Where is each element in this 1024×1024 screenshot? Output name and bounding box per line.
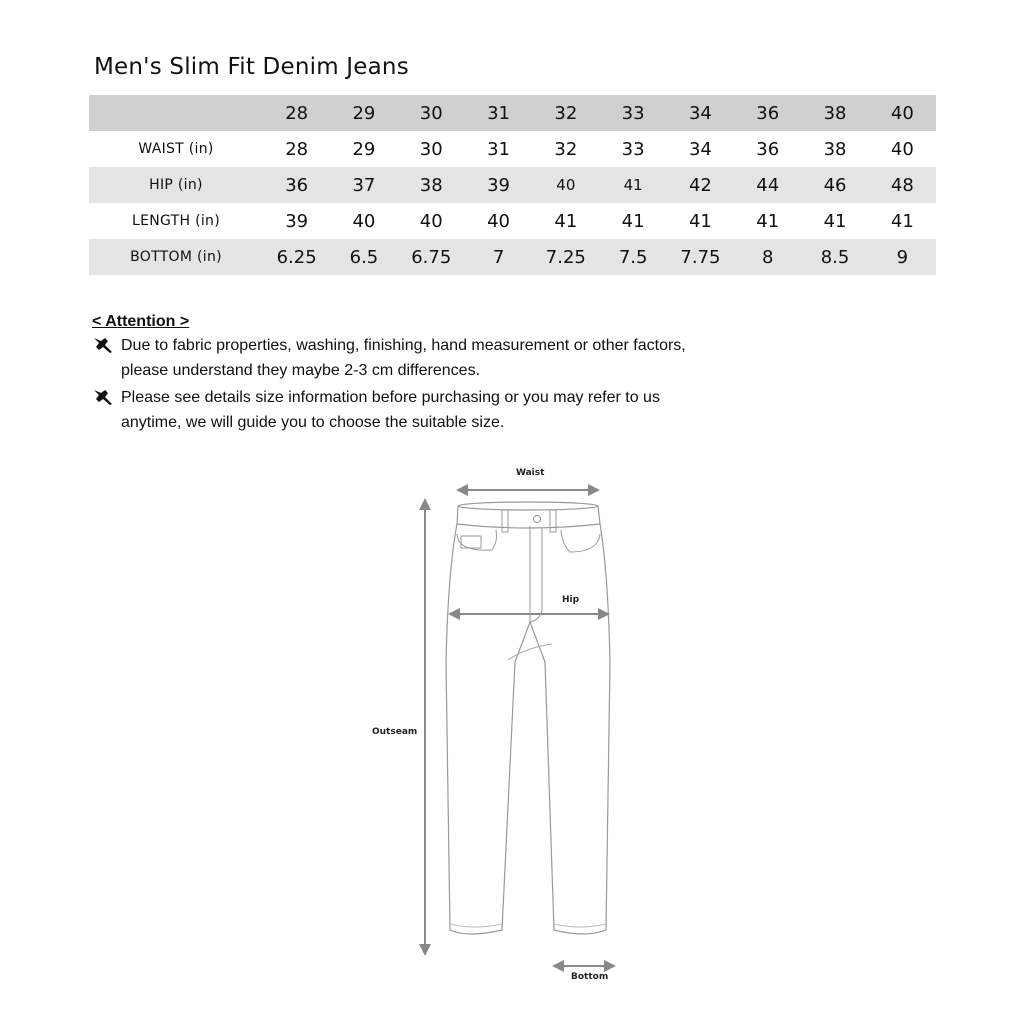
size-header-cell: 32 bbox=[554, 102, 578, 124]
table-cell: 7.25 bbox=[545, 246, 586, 268]
outseam-label: Outseam bbox=[372, 727, 418, 737]
bottom-label: Bottom bbox=[571, 972, 609, 982]
pushpin-icon bbox=[92, 336, 114, 354]
table-cell: 37 bbox=[352, 174, 376, 196]
note-line: please understand they maybe 2-3 cm differences. bbox=[121, 362, 481, 379]
size-header-cell: 36 bbox=[756, 102, 780, 124]
page-title: Men's Slim Fit Denim Jeans bbox=[94, 54, 409, 80]
table-cell: 31 bbox=[487, 138, 510, 160]
table-cell: 40 bbox=[556, 176, 576, 194]
table-cell: 38 bbox=[823, 138, 847, 160]
attention-note bbox=[92, 385, 686, 435]
table-cell: 44 bbox=[756, 174, 780, 196]
table-cell: 7.75 bbox=[680, 246, 721, 268]
table-cell: 40 bbox=[419, 210, 443, 232]
table-cell: 7.5 bbox=[618, 246, 648, 268]
size-header-cell: 30 bbox=[419, 102, 443, 124]
table-cell: 46 bbox=[823, 174, 847, 196]
table-cell: 8.5 bbox=[820, 246, 850, 268]
size-header-cell: 34 bbox=[688, 102, 712, 124]
table-cell: 30 bbox=[419, 138, 443, 160]
row-label: BOTTOM (in) bbox=[130, 249, 222, 265]
attention-heading: < Attention > bbox=[92, 313, 190, 330]
pushpin-icon bbox=[92, 388, 114, 406]
note-line: Due to fabric properties, washing, finishing, hand measurement or other factors, bbox=[121, 337, 686, 354]
table-cell: 39 bbox=[487, 174, 510, 196]
table-cell: 48 bbox=[890, 174, 914, 196]
size-header-cell: 29 bbox=[352, 102, 376, 124]
table-cell: 32 bbox=[554, 138, 578, 160]
table-row-length bbox=[89, 203, 936, 239]
table-cell: 7 bbox=[492, 246, 505, 268]
table-cell: 8 bbox=[762, 246, 774, 268]
table-cell: 41 bbox=[623, 176, 643, 194]
size-header-cell: 33 bbox=[621, 102, 645, 124]
table-cell: 40 bbox=[487, 210, 510, 232]
size-chart-table bbox=[89, 95, 936, 275]
table-cell: 28 bbox=[285, 138, 309, 160]
table-cell: 36 bbox=[756, 138, 780, 160]
table-cell: 42 bbox=[688, 174, 712, 196]
table-cell: 6.75 bbox=[411, 246, 452, 268]
table-cell: 39 bbox=[285, 210, 309, 232]
table-cell: 41 bbox=[554, 210, 578, 232]
table-cell: 40 bbox=[352, 210, 376, 232]
size-header-cell: 40 bbox=[890, 102, 914, 124]
table-row-waist bbox=[89, 131, 936, 167]
size-header-cell: 31 bbox=[487, 102, 510, 124]
table-cell: 33 bbox=[621, 138, 645, 160]
table-cell: 6.5 bbox=[349, 246, 379, 268]
table-cell: 40 bbox=[890, 138, 914, 160]
table-cell: 29 bbox=[352, 138, 376, 160]
table-row-hip bbox=[89, 167, 936, 203]
row-label: LENGTH (in) bbox=[132, 213, 220, 229]
attention-section bbox=[92, 313, 686, 435]
table-cell: 6.25 bbox=[276, 246, 317, 268]
row-label: HIP (in) bbox=[149, 177, 203, 193]
row-label: WAIST (in) bbox=[138, 141, 214, 157]
note-line: Please see details size information before purchasing or you may refer to us bbox=[121, 389, 660, 406]
table-cell: 41 bbox=[823, 210, 847, 232]
table-cell: 38 bbox=[419, 174, 443, 196]
table-cell: 41 bbox=[890, 210, 914, 232]
table-cell: 9 bbox=[896, 246, 909, 268]
table-cell: 36 bbox=[285, 174, 309, 196]
table-cell: 34 bbox=[688, 138, 712, 160]
table-cell: 41 bbox=[621, 210, 645, 232]
note-line: anytime, we will guide you to choose the suitable size. bbox=[121, 414, 505, 431]
header-corner-cell bbox=[89, 95, 263, 131]
table-header-row bbox=[89, 95, 936, 131]
size-header-cell: 28 bbox=[285, 102, 309, 124]
jeans-measurement-diagram bbox=[360, 462, 660, 992]
hip-label: Hip bbox=[562, 595, 580, 605]
table-cell: 41 bbox=[688, 210, 712, 232]
size-header-cell: 38 bbox=[823, 102, 847, 124]
table-cell: 41 bbox=[756, 210, 780, 232]
attention-note bbox=[92, 333, 686, 383]
table-row-bottom bbox=[89, 239, 936, 275]
waist-label: Waist bbox=[516, 468, 545, 478]
